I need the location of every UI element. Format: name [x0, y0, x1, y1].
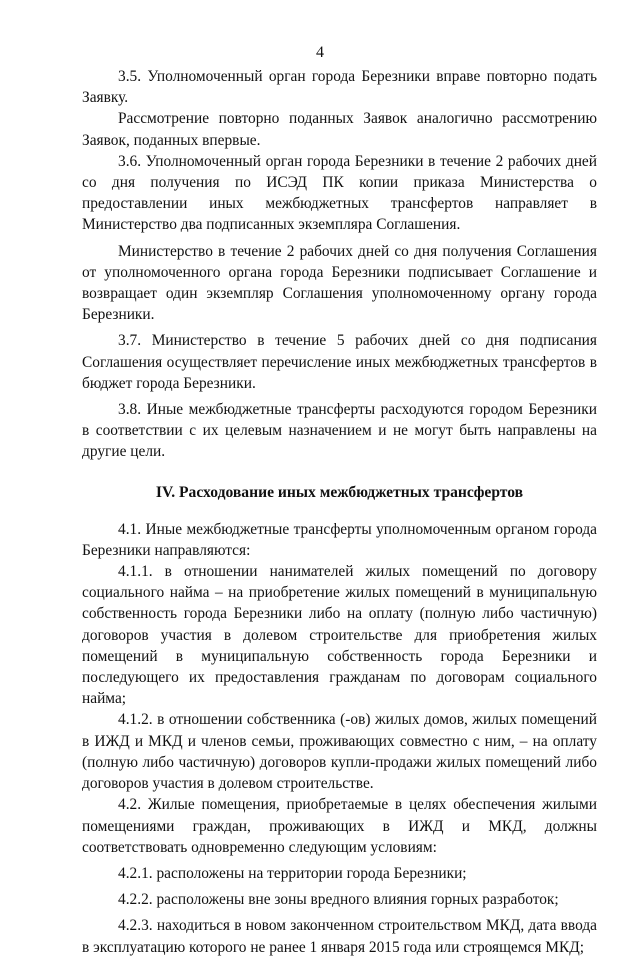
- document-body: [82, 66, 597, 958]
- paragraph-3-5: 3.5. Уполномоченный орган города Березники вправе повторно подать Заявку.: [82, 68, 597, 107]
- paragraph-3-8: 3.8. Иные межбюджетные трансферты расходуются городом Березники в соответствии с их целевым назначением и не могут быть направлены на другие цели.: [82, 401, 597, 461]
- paragraph-4-1: 4.1. Иные межбюджетные трансферты уполномоченным органом города Березники направляются:: [82, 520, 597, 559]
- section-heading: IV. Расходование иных межбюджетных трансфертов: [155, 483, 524, 501]
- paragraph-4-1-1: 4.1.1. в отношении нанимателей жилых помещений по договору социального найма – на приобретение жилых помещений в муниципальную собственность города Березники либо на оплату (полную либо частичную) договоров участия в долевом строительстве для приобретения жилых помещений в муниципальную собственность города Березники и последующего их предоставления гражданам по договорам социального найма;: [82, 563, 597, 708]
- paragraph-4-2-2: 4.2.2. расположены вне зоны вредного влияния горных разработок;: [118, 891, 559, 909]
- paragraph-3-7: 3.7. Министерство в течение 5 рабочих дней со дня подписания Соглашения осуществляет перечисление иных межбюджетных трансфертов в бюджет города Березники.: [82, 332, 597, 392]
- paragraph-4-2: 4.2. Жилые помещения, приобретаемые в целях обеспечения жилыми помещениями граждан, проживающих в ИЖД и МКД, должны соответствовать одновременно следующим условиям:: [82, 796, 597, 856]
- paragraph-3-6: 3.6. Уполномоченный орган города Березники в течение 2 рабочих дней со дня получения по ИСЭД ПК копии приказа Министерства о предоставлении иных межбюджетных трансфертов направляет в Министерство два подписанных экземпляра Соглашения.: [82, 152, 597, 234]
- page-number: 4: [316, 44, 324, 61]
- paragraph-4-1-2: 4.1.2. в отношении собственника (-ов) жилых домов, жилых помещений в ИЖД и МКД и членов семьи, проживающих совместно с ним, – на оплату (полную либо частичную) договоров купли-продажи жилых помещений либо договоров участия в долевом строительстве.: [82, 711, 597, 793]
- paragraph-4-2-3: 4.2.3. находиться в новом законченном строительством МКД, дата ввода в эксплуатацию которого не ранее 1 января 2015 года или строящемся МКД;: [82, 917, 597, 956]
- paragraph-3-6-ministry: Министерство в течение 2 рабочих дней со дня получения Соглашения от уполномоченного органа города Березники подписывает Соглашение и возвращает один экземпляр Соглашения уполномоченному органу города Березники.: [82, 242, 597, 324]
- paragraph-4-2-1: 4.2.1. расположены на территории города Березники;: [118, 864, 467, 882]
- paragraph-3-5-review: Рассмотрение повторно поданных Заявок аналогично рассмотрению Заявок, поданных впервые.: [82, 110, 597, 149]
